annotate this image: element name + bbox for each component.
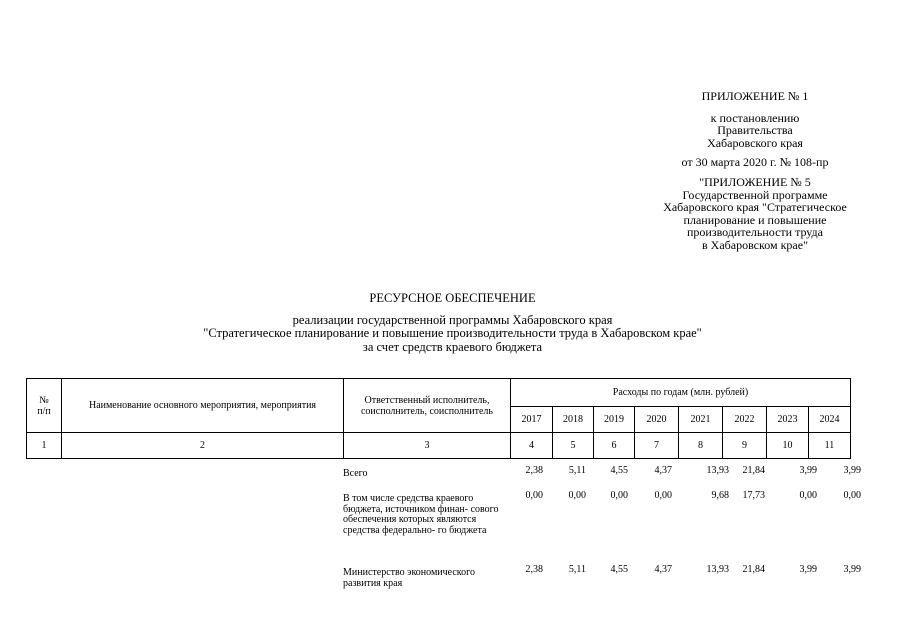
appendix-subline: производительности труда: [686, 225, 823, 240]
row-label: В том числе средства краевого бюджета, источником финан- сового обеспечения которых являются средства федерально- го бюджета: [343, 493, 499, 536]
row-value: 9,68: [711, 490, 729, 501]
appendix-subline: планирование и повышение: [683, 212, 827, 227]
table-index-row: [27, 433, 851, 459]
year-cell: 2018: [553, 407, 594, 433]
document-heading: [0, 292, 905, 354]
appendix-line: Правительства: [717, 123, 793, 138]
index-cell: 9: [723, 433, 767, 459]
appendix-subtitle: "ПРИЛОЖЕНИЕ № 5: [699, 174, 811, 189]
header-num: № п/п: [27, 379, 62, 433]
heading-line: за счет средств краевого бюджета: [362, 339, 543, 354]
year-cell: 2024: [809, 407, 851, 433]
table-header-row: [27, 379, 851, 407]
appendix-subline: Государственной программе: [682, 187, 828, 202]
row-value: 3,99: [799, 465, 817, 476]
row-value: 17,73: [742, 490, 765, 501]
appendix-date: от 30 марта 2020 г. № 108-пр: [681, 155, 829, 170]
row-value: 4,55: [610, 465, 628, 476]
year-cell: 2017: [511, 407, 553, 433]
row-value: 13,93: [706, 564, 729, 575]
row-value: 4,55: [610, 564, 628, 575]
appendix-subline: в Хабаровском крае": [702, 237, 808, 252]
year-cell: 2021: [679, 407, 723, 433]
data-rows: [343, 466, 873, 595]
resource-table: [26, 378, 851, 459]
header-expenses: Расходы по годам (млн. рублей): [511, 379, 851, 407]
data-row-federal: [343, 491, 873, 565]
row-value: 3,99: [843, 564, 861, 575]
row-value: 0,00: [525, 490, 543, 501]
year-cell: 2023: [767, 407, 809, 433]
row-value: 3,99: [843, 465, 861, 476]
index-cell: 1: [27, 433, 62, 459]
header-name: Наименование основного мероприятия, мероприятия: [62, 379, 344, 433]
row-label: Министерство экономического развития края: [343, 567, 475, 589]
row-value: 5,11: [568, 564, 586, 575]
row-value: 0,00: [799, 490, 817, 501]
heading-line: реализации государственной программы Хабаровского края: [292, 313, 613, 328]
year-cell: 2020: [635, 407, 679, 433]
row-value: 0,00: [568, 490, 586, 501]
row-value: 5,11: [568, 465, 586, 476]
row-value: 2,38: [525, 465, 543, 476]
appendix-title: ПРИЛОЖЕНИЕ № 1: [701, 89, 809, 103]
row-value: 4,37: [654, 564, 672, 575]
year-cell: 2022: [723, 407, 767, 433]
appendix-line: к постановлению: [710, 110, 800, 125]
data-row-ministry: [343, 565, 873, 595]
row-value: 0,00: [654, 490, 672, 501]
index-cell: 3: [344, 433, 511, 459]
row-value: 3,99: [799, 564, 817, 575]
index-cell: 8: [679, 433, 723, 459]
appendix-subline: Хабаровского края "Стратегическое: [663, 200, 847, 215]
year-cell: 2019: [594, 407, 635, 433]
row-value: 2,38: [525, 564, 543, 575]
row-value: 21,84: [742, 465, 765, 476]
header-executor: Ответственный исполнитель, соисполнитель, соисполнитель: [344, 379, 511, 433]
row-label: Всего: [343, 468, 368, 479]
row-value: 0,00: [610, 490, 628, 501]
index-cell: 2: [62, 433, 344, 459]
appendix-block: [600, 90, 905, 252]
heading-title: РЕСУРСНОЕ ОБЕСПЕЧЕНИЕ: [369, 291, 536, 305]
index-cell: 11: [809, 433, 851, 459]
row-value: 0,00: [843, 490, 861, 501]
index-cell: 10: [767, 433, 809, 459]
index-cell: 6: [594, 433, 635, 459]
row-value: 4,37: [654, 465, 672, 476]
index-cell: 7: [635, 433, 679, 459]
row-value: 21,84: [742, 564, 765, 575]
index-cell: 5: [553, 433, 594, 459]
heading-line: "Стратегическое планирование и повышение производительности труда в Хабаровском крае": [203, 326, 702, 341]
row-value: 13,93: [706, 465, 729, 476]
index-cell: 4: [511, 433, 553, 459]
data-row-total: [343, 466, 873, 491]
appendix-line: Хабаровского края: [707, 135, 803, 150]
